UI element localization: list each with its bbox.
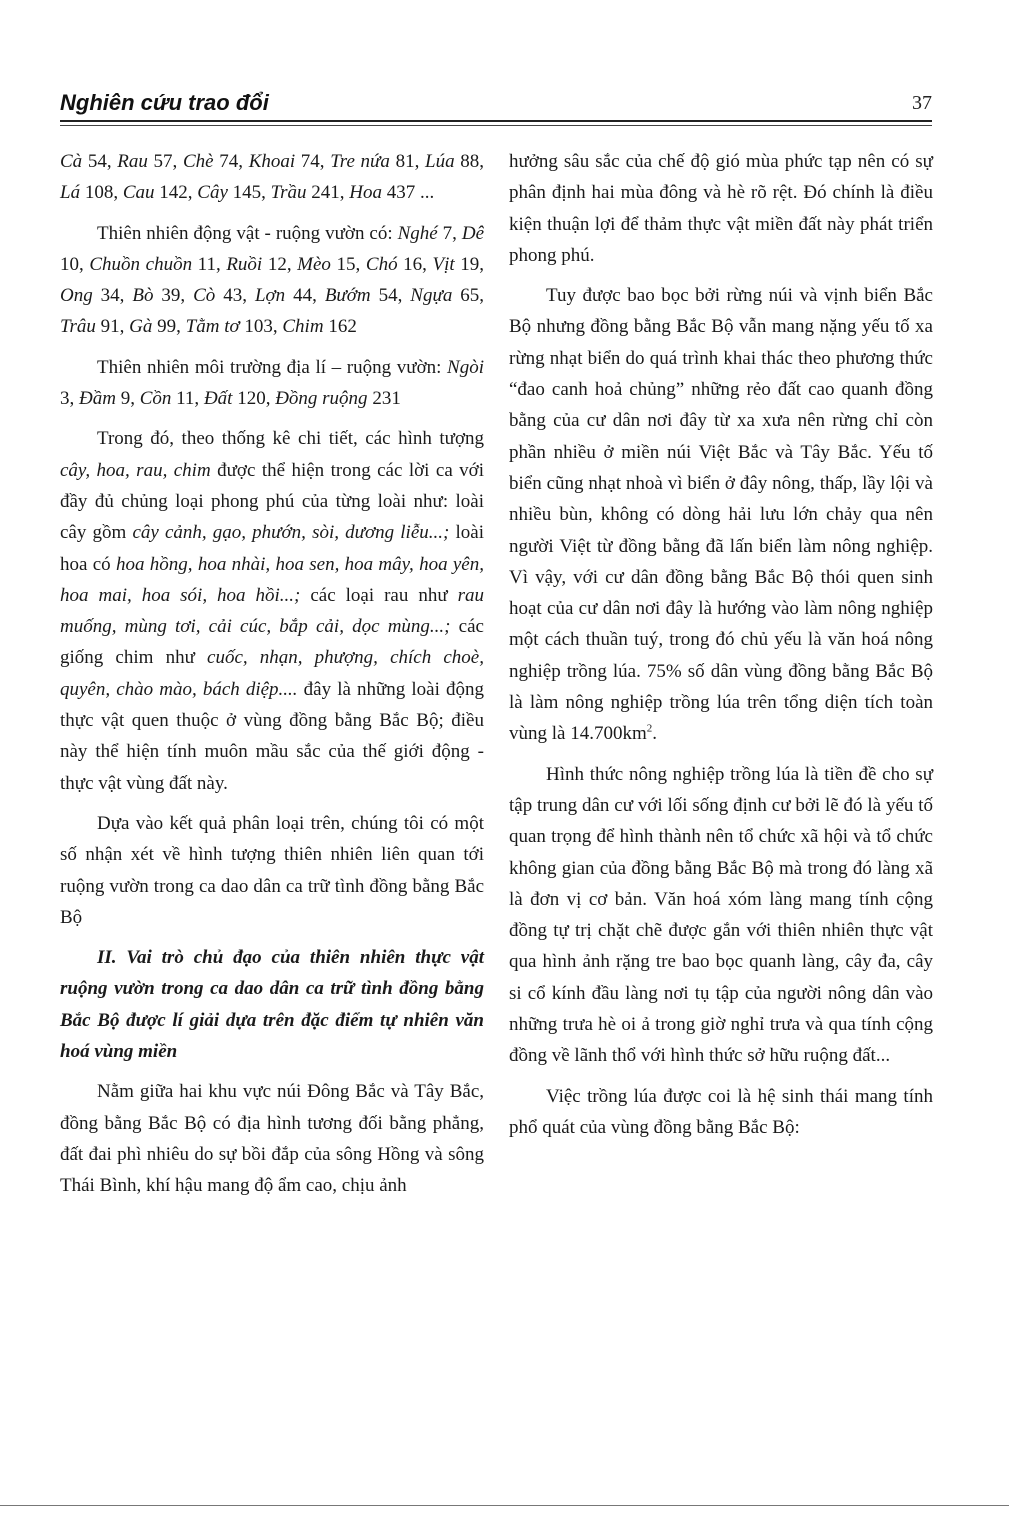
- conclusion-paragraph: Dựa vào kết quả phân loại trên, chúng tôi có một số nhận xét về hình tượng thiên nhiên liên quan tới ruộng vườn trong ca dao dân ca trữ tình đồng bằng Bắc Bộ: [60, 812, 484, 928]
- left-column: [60, 146, 484, 1211]
- agriculture-paragraph: Tuy được bao bọc bởi rừng núi và vịnh biển Bắc Bộ nhưng đồng bằng Bắc Bộ vẫn mang nặng yếu tố xa rừng nhạt biển do quá trình khai thác theo phương thức “đao canh hoả chủng” những rẻo đất cao quanh đồng bằng của cư dân nơi đây từ xa xưa nên rừng chỉ còn phần nhiều ở miền núi Việt Bắc và Tây Bắc. Yếu tố biển cũng nhạt nhoà vì biển ở đây nông, thấp, lầy lội và nhiều bùn, không có dòng hải lưu lớn chảy qua nên người Việt từ đồng bằng đã lấn biển làm nông nghiệp. Vì vậy, với cư dân đồng bằng Bắc Bộ thói quen sinh hoạt của cư dân nơi đây là hướng vào làm nông nghiệp một cách thuần tuý, trong đó chủ yếu là văn hoá nông nghiệp trồng lúa. 75% số dân vùng đồng bằng Bắc Bộ là làm nông nghiệp trồng lúa trên tổng diện tích toàn vùng là $14.700km^2$.: [509, 285, 933, 745]
- footer-rule: [0, 1505, 1009, 1506]
- superscript: 2: [646, 723, 653, 736]
- village-culture-paragraph: Hình thức nông nghiệp trồng lúa là tiền đề cho sự tập trung dân cư với lối sống định cư bởi lẽ đó là yếu tố quan trọng để hình thành nên tổ chức xã hội và tổ chức không gian của đồng bằng Bắc Bộ mà trong đó làng xã là đơn vị cơ bản. Văn hoá xóm làng mang tính cộng đồng tự trị chặt chẽ được gắn với thiên nhiên thực vật qua hình ảnh rặng tre bao bọc quanh làng, cây đa, cây si cổ kính đầu làng nơi tụ tập của người nông dân vào những trưa hè oi ả trong giờ nghỉ trưa và qua tính cộng đồng về lãnh thổ với hình thức sở hữu ruộng đất...: [509, 763, 933, 1067]
- header-rule-thick: [60, 120, 932, 122]
- geography-list-paragraph: Thiên nhiên môi trường địa lí – ruộng vườn: Ngòi 3, Đầm 9, Cồn 11, Đất 120, Đồng ruộng 231: [60, 356, 484, 410]
- plant-list-paragraph: Cà 54, Rau 57, Chè 74, Khoai 74, Tre nứa 81, Lúa 88, Lá 108, Cau 142, Cây 145, Trầu 241, Hoa 437 ...: [60, 151, 485, 204]
- header-rule-thin: [60, 125, 932, 126]
- detail-statistics-paragraph: Trong đó, theo thống kê chi tiết, các hình tượng cây, hoa, rau, chim được thể hiện trong các lời ca với đầy đủ chủng loại phong phú của từng loài như: loài cây gồm cây cảnh, gạo, phướn, sòi, dương liễu...; loài hoa có hoa hồng, hoa nhài, hoa sen, hoa mây, hoa yên, hoa mai, hoa sói, hoa hồi...; các loại rau như rau muống, mùng tơi, cải cúc, bắp cải, dọc mùng...; các giống chim như cuốc, nhạn, phượng, chích choè, quyên, chào mào, bách diệp.... đây là những loài động thực vật quen thuộc ở vùng đồng bằng Bắc Bộ; điều này thể hiện tính muôn mầu sắc của thế giới động - thực vật vùng đất này.: [60, 428, 485, 794]
- page-number: 37: [912, 92, 932, 114]
- animal-list-paragraph: Thiên nhiên động vật - ruộng vườn có: Nghé 7, Dê 10, Chuồn chuồn 11, Ruồi 12, Mèo 15, Chó 16, Vịt 19, Ong 34, Bò 39, Cò 43, Lợn 44, Bướm 54, Ngựa 65, Trâu 91, Gà 99, Tằm tơ 103, Chim 162: [60, 222, 485, 338]
- running-header: [60, 84, 932, 124]
- climate-paragraph: hưởng sâu sắc của chế độ gió mùa phức tạp nên có sự phân định hai mùa đông và hè rõ rệt. Đó chính là điều kiện thuận lợi để thảm thực vật miền đất này phát triển phong phú.: [509, 151, 933, 266]
- geography-paragraph: Nằm giữa hai khu vực núi Đông Bắc và Tây Bắc, đồng bằng Bắc Bộ có địa hình tương đối bằng phẳng, đất đai phì nhiêu do sự bồi đắp của sông Hồng và sông Thái Bình, khí hậu mang độ ẩm cao, chịu ảnh: [60, 1081, 484, 1197]
- rice-ecosystem-paragraph: Việc trồng lúa được coi là hệ sinh thái mang tính phổ quát của vùng đồng bằng Bắc Bộ:: [509, 1085, 933, 1138]
- section-heading: II. Vai trò chủ đạo của thiên nhiên thực vật ruộng vườn trong ca dao dân ca trữ tình đồng bằng Bắc Bộ được lí giải dựa trên đặc điểm tự nhiên văn hoá vùng miền: [60, 947, 484, 1063]
- section-title: Nghiên cứu trao đổi: [60, 90, 269, 115]
- right-column: [509, 146, 933, 1152]
